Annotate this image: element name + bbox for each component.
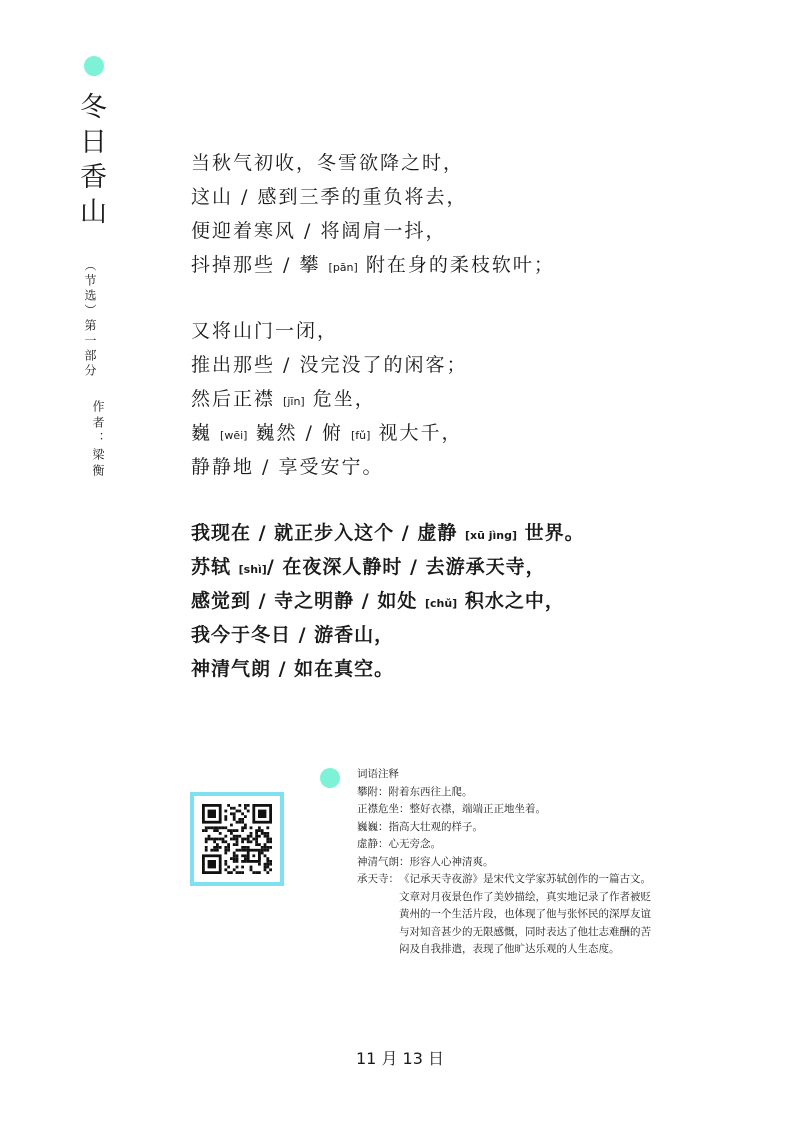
pinyin: [chǔ] — [424, 597, 458, 610]
accent-dot-top — [84, 56, 104, 76]
poem-text: 苏轼 — [191, 556, 239, 578]
poem-text: 巍 — [191, 422, 221, 444]
glossary-def: 《记承天寺夜游》是宋代文学家苏轼创作的一篇古文。文章对月夜景色作了美妙描绘，真实地记录了作者被贬黄州的一个生活片段，也体现了他与张怀民的深厚友谊与对知音甚少的无限感慨，同时表达了他壮志难酬的苦闷及自我排遣，表现了他旷达乐观的人生态度。 — [399, 873, 651, 955]
poem-text: 附在身的柔枝软叶； — [357, 254, 555, 276]
poem-text: 巍然 / 俯 — [247, 422, 352, 444]
pinyin: [xū jìng] — [464, 529, 518, 542]
author: 作者：梁衡 — [91, 400, 105, 480]
poem-text: 积水之中， — [457, 590, 565, 612]
poem-line: 静静地 / 享受安宁。 — [191, 456, 384, 478]
poem-line-bold — [191, 584, 751, 618]
glossary-def: 形容人心神清爽。 — [409, 855, 494, 868]
poem-line-bold — [191, 516, 751, 550]
poem-line: 又将山门一闭， — [191, 320, 339, 342]
glossary-term: 虚静： — [357, 838, 389, 850]
glossary-heading: 词语注释 — [357, 768, 399, 780]
poem-text: / 在夜深人静时 / 去游承天寺， — [266, 556, 546, 578]
pinyin: [wēi] — [220, 429, 248, 442]
poem-line: 便迎着寒风 / 将阔肩一抖， — [191, 220, 447, 242]
poem-text: 抖掉那些 / 攀 — [191, 254, 329, 276]
glossary-item — [357, 801, 657, 819]
poem-line — [191, 416, 751, 450]
pinyin: [fǔ] — [351, 429, 371, 442]
glossary-item — [357, 854, 657, 872]
glossary-item — [357, 819, 657, 837]
pinyin: [pān] — [328, 261, 358, 274]
accent-dot-notes — [320, 768, 340, 788]
vertical-title — [75, 92, 110, 379]
pinyin: [jīn] — [283, 395, 305, 408]
date-footer: 11 月 13 日 — [356, 1049, 444, 1068]
poem-text: 世界。 — [517, 522, 585, 544]
poem-line: 推出那些 / 没完没了的闲客； — [191, 354, 468, 376]
poem-line: 这山 / 感到三季的重负将去， — [191, 186, 468, 208]
poem-line — [191, 382, 751, 416]
poem-text: 我现在 / 就正步入这个 / 虚静 — [191, 522, 465, 544]
glossary-term: 正襟危坐： — [357, 803, 410, 815]
glossary-term: 神清气朗： — [357, 855, 410, 868]
poem-text: 然后正襟 — [191, 388, 284, 410]
poem-line: 当秋气初收，冬雪欲降之时， — [191, 152, 465, 174]
poem-line — [191, 248, 751, 282]
glossary — [357, 766, 657, 959]
title-subtitle: （节选）第一部分 — [83, 259, 97, 379]
qr-code-icon — [202, 804, 272, 874]
glossary-item — [357, 784, 657, 802]
title-main: 冬日香山 — [75, 92, 106, 232]
glossary-item — [357, 836, 657, 854]
glossary-def: 指高大壮观的样子。 — [388, 820, 483, 833]
poem-line-bold — [191, 550, 751, 584]
glossary-term: 承天寺： — [357, 873, 399, 885]
glossary-term: 巍巍： — [357, 820, 389, 833]
poem-text: 危坐， — [304, 388, 376, 410]
qr-code[interactable] — [190, 792, 284, 886]
poem-body — [191, 146, 751, 686]
pinyin: [shì] — [238, 563, 267, 576]
glossary-item — [357, 871, 657, 959]
poem-line-bold: 神清气朗 / 如在真空。 — [191, 658, 395, 680]
glossary-def: 整好衣襟，端端正正地坐着。 — [409, 803, 546, 815]
poem-line-bold: 我今于冬日 / 游香山， — [191, 624, 395, 646]
glossary-def: 心无旁念。 — [388, 838, 441, 850]
poem-text: 感觉到 / 寺之明静 / 如处 — [191, 590, 425, 612]
poem-text: 视大千， — [370, 422, 463, 444]
glossary-def: 附着东西往上爬。 — [388, 785, 473, 798]
glossary-term: 攀附： — [357, 785, 389, 798]
